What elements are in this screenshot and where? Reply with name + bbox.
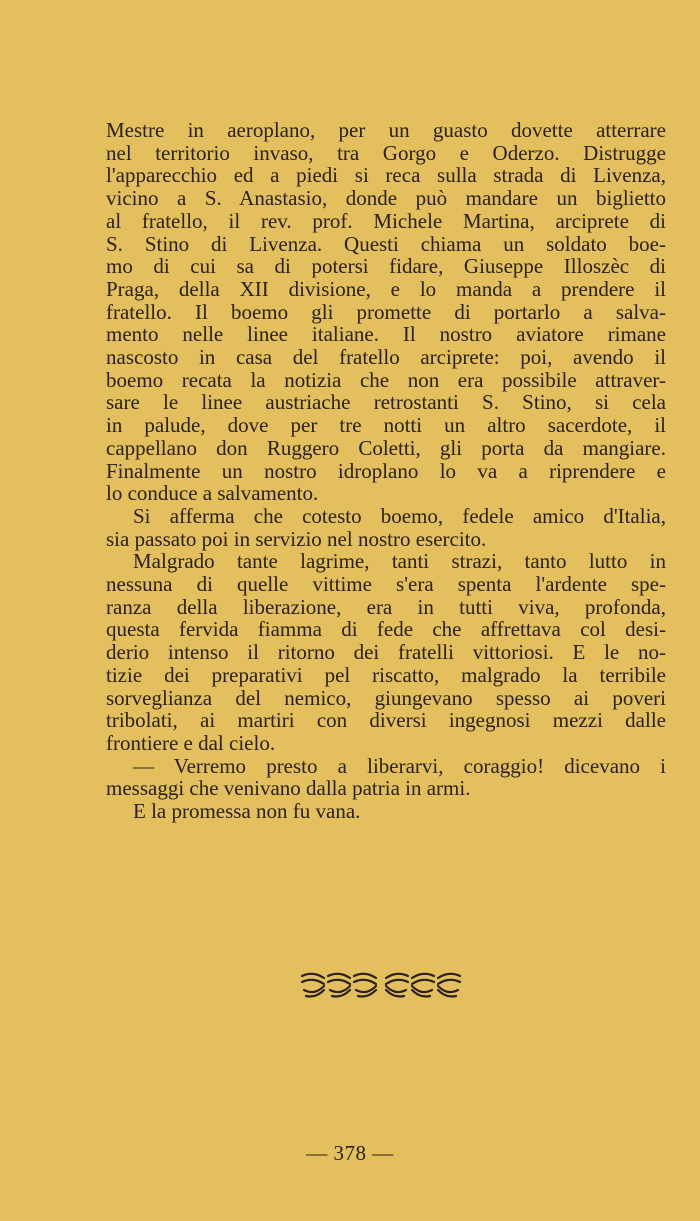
- text-line: Praga, della XII divisione, e lo manda a prendere il: [106, 276, 666, 301]
- text-line: cappellano don Ruggero Coletti, gli porta da mangiare.: [106, 435, 666, 460]
- text-line: messaggi che venivano dalla patria in armi.: [106, 776, 471, 801]
- text-line: nessuna di quelle vittime s'era spenta l'ardente spe-: [106, 572, 666, 597]
- text-line: tizie dei preparativi pel riscatto, malgrado la terribile: [106, 662, 666, 687]
- ornament-leaf-icon: [328, 974, 350, 997]
- text-line: Malgrado tante lagrime, tanti strazi, tanto lutto in: [133, 549, 666, 574]
- text-line: — Verremo presto a liberarvi, coraggio! dicevano i: [133, 753, 666, 778]
- text-line: ranza della liberazione, era in tutti viva, profonda,: [106, 594, 666, 619]
- text-line: derio intenso il ritorno dei fratelli vittoriosi. E le no-: [106, 640, 666, 665]
- text-line: tribolati, ai martiri con diversi ingegnosi mezzi dalle: [106, 708, 666, 733]
- text-line: lo conduce a salvamento.: [106, 481, 319, 506]
- text-line: Si afferma che cotesto boemo, fedele amico d'Italia,: [133, 503, 666, 528]
- paragraph-1: [106, 119, 666, 505]
- text-line: vicino a S. Anastasio, donde può mandare un biglietto: [106, 186, 666, 211]
- text-line: l'apparecchio ed a piedi si reca sulla strada di Livenza,: [106, 163, 666, 188]
- ornament-leaf-icon: [302, 974, 324, 997]
- text-line: S. Stino di Livenza. Questi chiama un soldato boe-: [106, 231, 666, 256]
- text-line: mento nelle linee italiane. Il nostro aviatore rimane: [106, 322, 666, 347]
- text-line: E la promessa non fu vana.: [133, 799, 361, 824]
- paragraph-5: [106, 800, 666, 823]
- text-line: al fratello, il rev. prof. Michele Martina, arciprete di: [106, 208, 666, 233]
- ornament-leaf-icon: [354, 974, 376, 997]
- text-line: fratello. Il boemo gli promette di portarlo a salva-: [106, 299, 666, 324]
- paragraph-3: [106, 550, 666, 754]
- page-number: — 378 —: [306, 1141, 394, 1165]
- text-line: Mestre in aeroplano, per un guasto dovette atterrare: [106, 118, 666, 142]
- paragraph-2: [106, 505, 666, 550]
- ornament-leaf-icon: [412, 974, 434, 997]
- ornament-leaf-icon: [386, 974, 408, 997]
- text-line: in palude, dove per tre notti un altro sacerdote, il: [106, 413, 666, 438]
- ornament-leaf-icon: [438, 974, 460, 997]
- text-line: sare le linee austriache retrostanti S. Stino, si cela: [106, 390, 666, 415]
- body-text: [106, 119, 666, 823]
- text-line: sorveglianza del nemico, giungevano spesso ai poveri: [106, 685, 666, 710]
- text-line: nascosto in casa del fratello arciprete: poi, avendo il: [106, 345, 666, 370]
- text-line: sia passato poi in servizio nel nostro esercito.: [106, 526, 487, 551]
- text-line: questa fervida fiamma di fede che affrettava col desi-: [106, 617, 666, 642]
- text-line: nel territorio invaso, tra Gorgo e Oderzo. Distrugge: [106, 140, 666, 165]
- text-line: Finalmente un nostro idroplano lo va a riprendere e: [106, 458, 666, 483]
- paragraph-4: [106, 755, 666, 800]
- text-line: mo di cui sa di potersi fidare, Giuseppe Illoszèc di: [106, 254, 666, 279]
- text-line: frontiere e dal cielo.: [106, 730, 276, 755]
- text-line: boemo recata la notizia che non era possibile attraver-: [106, 367, 666, 392]
- decorative-vine-ornament-icon: [298, 970, 464, 1000]
